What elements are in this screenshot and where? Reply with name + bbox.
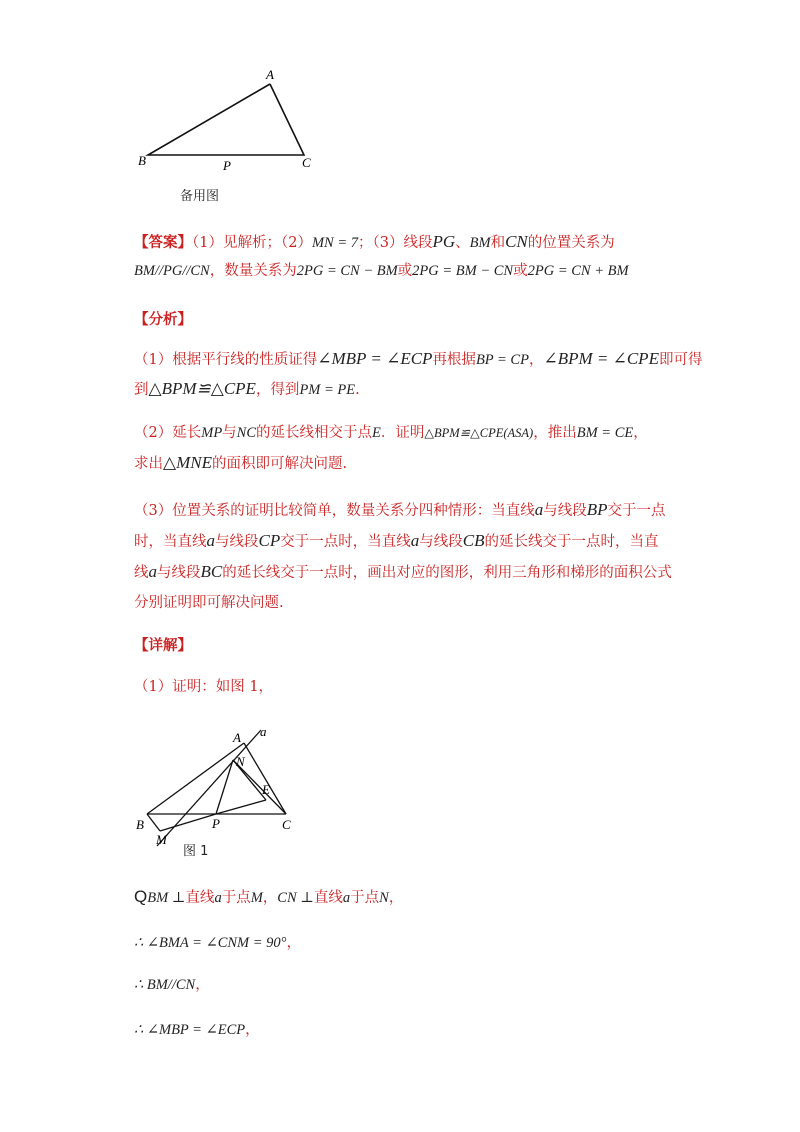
math-a: a <box>214 890 222 906</box>
math-mp: MP <box>201 425 223 441</box>
answer-text: （1）见解析；（2） <box>192 235 312 251</box>
detail-tag: 【详解】 <box>134 637 192 654</box>
segment-pn <box>216 760 233 814</box>
analysis-text: 再根据 <box>432 352 476 368</box>
answer-text: 、 <box>455 235 470 251</box>
math-eq-3: 2PG = CN + BM <box>527 263 629 279</box>
proof-text: 直线 <box>313 890 343 906</box>
proof-line-2 <box>134 933 301 953</box>
analysis-text: ，得到 <box>255 382 300 398</box>
label-e: E <box>262 782 270 797</box>
math-bm: BM <box>469 235 491 251</box>
proof-line-1 <box>134 887 403 908</box>
analysis-text: 的延长线相交于点 <box>256 425 373 441</box>
analysis-text: 时，当直线 <box>134 534 207 550</box>
math-a: a <box>410 531 420 550</box>
detail-intro: （1）证明：如图 1， <box>134 679 274 695</box>
answer-text: 或 <box>513 263 528 279</box>
analysis-s2-line-2 <box>134 453 347 474</box>
math-bp-cp: BP = CP <box>475 352 529 368</box>
analysis-s1-line-1 <box>134 349 702 370</box>
proof-text: 直线 <box>185 890 215 906</box>
proof-text: ， <box>388 890 404 906</box>
math-triangle-mne: △MNE <box>163 453 212 472</box>
proof-text: ， <box>262 890 278 906</box>
math-parallel: ∴ BM//CN <box>134 977 196 993</box>
label-c: C <box>302 155 311 170</box>
math-bp: BP <box>586 500 608 519</box>
analysis-text: 求出 <box>134 456 163 472</box>
math-angle-equality: ∴ ∠MBP = ∠ECP <box>134 1022 246 1038</box>
label-m: M <box>156 832 167 847</box>
math-angle-eq-2: ∠BPM = ∠CPE <box>543 349 659 368</box>
math-relation: BM//PG//CN <box>134 263 210 279</box>
answer-tag: 【答案】 <box>134 234 192 251</box>
math-bc: BC <box>200 562 223 581</box>
math-angle-eq: ∠MBP = ∠ECP <box>317 349 433 368</box>
math-right-angles: ∴ ∠BMA = ∠CNM = 90° <box>134 935 287 951</box>
label-b: B <box>136 817 144 832</box>
figure-1 <box>130 722 305 857</box>
analysis-text: 与 <box>222 425 237 441</box>
analysis-s3-line-2 <box>134 531 658 552</box>
analysis-text: ， <box>633 425 648 441</box>
answer-text: 和 <box>490 235 506 251</box>
answer-text: ，数量关系为 <box>209 263 297 279</box>
answer-line-1 <box>134 232 615 253</box>
analysis-s3-line-1 <box>134 500 666 521</box>
proof-text: ， <box>286 935 301 951</box>
label-p: P <box>223 158 231 173</box>
figure-1-caption: 图 1 <box>183 844 209 859</box>
segment-bm <box>147 814 160 831</box>
analysis-text: 即可得 <box>658 352 703 368</box>
answer-text: 的位置关系为 <box>527 235 615 251</box>
analysis-text: 与线段 <box>419 534 463 550</box>
label-n: N <box>236 754 245 769</box>
analysis-s1-line-2 <box>134 379 360 400</box>
analysis-tag: 【分析】 <box>134 311 192 328</box>
math-congruence-asa: △BPM≌△CPE(ASA) <box>424 426 534 440</box>
math-cp: CP <box>258 531 281 550</box>
proof-q: Q <box>134 887 148 906</box>
math-cn: CN <box>505 232 528 251</box>
analysis-text: 与线段 <box>543 503 587 519</box>
math-bm-perp: BM ⊥ <box>147 890 186 906</box>
analysis-s3-line-3 <box>134 562 672 583</box>
analysis-text: 的延长线交于一点时，当直 <box>484 534 659 550</box>
math-a: a <box>206 531 215 550</box>
analysis-text: 交于一点时，当直线 <box>280 534 411 550</box>
math-nc: NC <box>236 425 257 441</box>
line-a <box>157 730 261 846</box>
proof-line-4 <box>134 1020 260 1040</box>
math-eq-1: 2PG = CN − BM <box>296 263 398 279</box>
answer-line-2 <box>134 261 629 281</box>
analysis-text: ．证明 <box>380 425 425 441</box>
analysis-text: 交于一点 <box>607 503 666 519</box>
proof-line-3 <box>134 975 210 995</box>
proof-text: 于点 <box>221 890 251 906</box>
proof-text: 于点 <box>350 890 380 906</box>
proof-text: ， <box>245 1022 260 1038</box>
math-a: a <box>148 562 157 581</box>
label-a: A <box>266 67 274 82</box>
answer-text: ；（3）线段 <box>358 235 433 251</box>
math-n: N <box>379 890 389 906</box>
analysis-text: 与线段 <box>215 534 259 550</box>
analysis-text: （3）位置关系的证明比较简单，数量关系分四种情形：当直线 <box>134 503 535 519</box>
math-pg: PG <box>432 232 456 251</box>
analysis-text: 与线段 <box>157 565 201 581</box>
spare-figure-caption: 备用图 <box>180 189 220 204</box>
segment-pe <box>216 800 266 814</box>
answer-text: 或 <box>397 263 413 279</box>
label-line-a: a <box>260 724 267 739</box>
analysis-text: ， <box>528 352 544 368</box>
math-cn-perp: CN ⊥ <box>277 890 314 906</box>
spare-figure <box>130 64 330 179</box>
analysis-text: 的延长线交于一点时，画出对应的图形，利用三角形和梯形的面积公式 <box>222 565 672 581</box>
analysis-s3-line-4: 分别证明即可解决问题. <box>134 595 284 611</box>
math-m: M <box>250 890 263 906</box>
analysis-text: ，推出 <box>533 425 577 441</box>
label-c: C <box>282 817 291 832</box>
label-b: B <box>138 153 146 168</box>
math-mn: MN = 7 <box>311 235 358 251</box>
label-a: A <box>233 730 241 745</box>
analysis-text: 到 <box>134 382 149 398</box>
analysis-s2-line-1 <box>134 423 648 443</box>
triangle-abc <box>148 84 304 155</box>
math-e: E <box>372 425 381 441</box>
analysis-text: 线 <box>134 565 149 581</box>
analysis-text: . <box>355 382 360 398</box>
math-cb: CB <box>462 531 485 550</box>
segment-mp <box>160 814 216 831</box>
analysis-text: （2）延长 <box>134 425 202 441</box>
label-p: P <box>212 816 220 831</box>
math-a: a <box>342 890 351 906</box>
math-eq-2: 2PG = BM − CN <box>412 263 514 279</box>
analysis-text: 的面积即可解决问题. <box>211 456 348 472</box>
math-a: a <box>534 500 544 519</box>
math-pm-pe: PM = PE <box>299 382 356 398</box>
proof-text: ， <box>195 977 210 993</box>
math-congruence: △BPM≌△CPE <box>148 379 256 398</box>
math-bm-ce: BM = CE <box>576 425 634 441</box>
analysis-text: （1）根据平行线的性质证得 <box>134 352 318 368</box>
